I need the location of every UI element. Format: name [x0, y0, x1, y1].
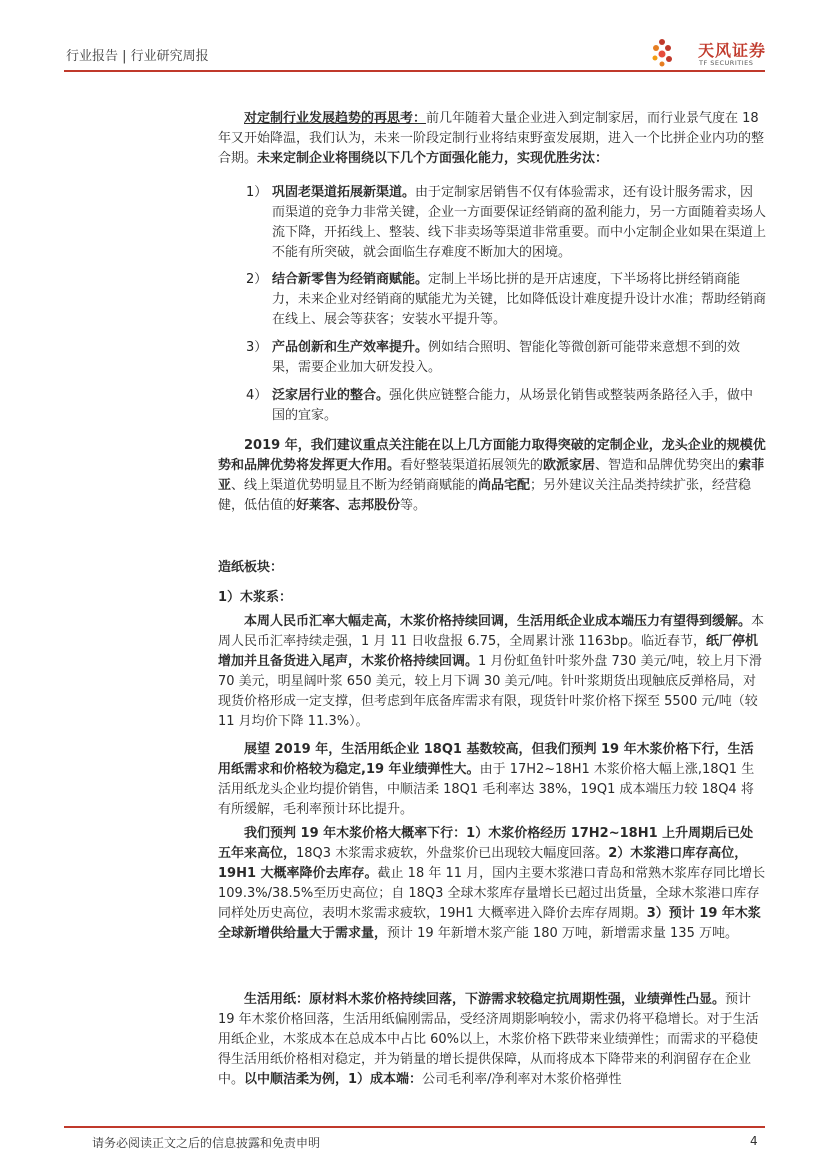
- summary-company: 好莱客、志邦股份: [296, 498, 401, 513]
- intro-bold: 未来定制企业将围绕以下几个方面强化能力，实现优胜劣汰：: [257, 151, 609, 166]
- body-text: 预计 19 年新增木浆产能 180 万吨，新增需求量 135 万吨。: [387, 926, 738, 941]
- list-number: 1）: [246, 185, 268, 200]
- tissue-paragraph: [218, 990, 766, 1090]
- list-item: [246, 270, 766, 330]
- body-text: 预计 19 年木浆价格回落，生活用纸偏刚需品，受经济周期影响较小，需求仍将平稳增长。对于生活用纸企业，木浆成本在总成本中占比 60%以上，木浆价格下跌带来业绩弹性；而需求的平稳使得生活用纸价格相对稳定，并为销量的增长提供保障，从而将成本下降带来的利润留存在企业中。: [218, 992, 759, 1087]
- list-text: 定制上半场比拼的是开店速度，下半场将比拼经销商能力，未来企业对经销商的赋能尤为关键，比如降低设计难度提升设计水准；帮助经销商在线上、展会等获客；安装水平提升等。: [272, 272, 767, 327]
- bold-text: 我们预判 19 年木浆价格大概率下行：1）木浆价格经历 17H2~18H1 上升周期后已处五年来高位，: [218, 826, 754, 861]
- summary-text: ；另外建议关注品类持续扩张，经营稳健，低估值的: [218, 478, 752, 513]
- body-text: 公司毛利率/净利率对木浆价格弹性: [422, 1072, 622, 1087]
- bold-text: 展望 2019 年，生活用纸企业 18Q1 基数较高，但我们预判 19 年木浆价格下行，生活用纸需求和价格较为稳定,19 年业绩弹性大。: [218, 742, 754, 777]
- body-text: 本周人民币汇率持续走强，1 月 11 日收盘报 6.75，全周累计涨 1163bp。临近春节，: [218, 614, 765, 649]
- header-divider: [64, 70, 765, 72]
- page-number: 4: [750, 1134, 758, 1148]
- bold-text: 2）木浆港口库存高位，19H1 大概率降价去库存。: [218, 846, 748, 881]
- summary-text: 看好整装渠道拓展领先的: [400, 458, 544, 473]
- list-item: [246, 183, 766, 263]
- list-bold: 泛家居行业的整合。: [272, 388, 390, 403]
- bold-text: 以中顺洁柔为例，1）成本端：: [244, 1072, 423, 1087]
- list-bold: 结合新零售为经销商赋能。: [272, 272, 429, 287]
- footer-disclaimer: 请务必阅读正文之后的信息披露和免责申明: [92, 1136, 321, 1150]
- summary-company: 索菲亚: [218, 458, 765, 493]
- bold-text: 本周人民币汇率大幅走高，木浆价格持续回调，生活用纸企业成本端压力有望得到缓解。: [244, 614, 752, 629]
- bold-text: 纸厂停机增加并且备货进入尾声，木浆价格持续回调。: [218, 634, 759, 669]
- bold-text: 生活用纸：原材料木浆价格持续回落，下游需求较稳定抗周期性强，业绩弹性凸显。: [244, 992, 726, 1007]
- logo-text: 天风证券: [698, 41, 767, 60]
- body-text: 18Q3 木浆需求疲软，外盘浆价已出现较大幅度回落。: [296, 846, 609, 861]
- list-bold: 产品创新和生产效率提升。: [272, 340, 429, 355]
- list-number: 3）: [246, 340, 268, 355]
- logo-subtext: TF SECURITIES: [699, 59, 754, 67]
- list-item: [246, 386, 766, 426]
- list-text: 强化供应链整合能力，从场景化销售或整装两条路径入手，做中国的宜家。: [272, 388, 754, 423]
- list-text: 由于定制家居销售不仅有体验需求，还有设计服务需求，因而渠道的竞争力非常关键，企业一方面要保证经销商的盈利能力，另一方面随着卖场人流下降，开拓线上、整装、线下非卖场等渠道非常重要。而中小定制企业如果在渠道上不能有所突破，就会面临生存难度不断加大的困境。: [272, 185, 767, 260]
- summary-text: 、智造和品牌优势突出的: [595, 458, 739, 473]
- pulp-paragraph-3: [218, 824, 766, 944]
- summary-bold: 2019 年，我们建议重点关注能在以上几方面能力取得突破的定制企业，龙头企业的规模优势和品牌优势将发挥更大作用。: [218, 438, 766, 473]
- section-heading: 造纸板块：: [218, 560, 284, 575]
- list-item: [246, 338, 766, 378]
- summary-company: 尚品宅配: [478, 478, 531, 493]
- body-text: 截止 18 年 11 月，国内主要木浆港口青岛和常熟木浆库存同比增长 109.3%/38.5%至历史高位；自 18Q3 全球木浆库存量增长已超过出货量，全球木浆港口库存同样处历史高位，表明木浆需求疲软，19H1 大概率进入降价去库存周期。: [218, 866, 766, 921]
- footer-divider: [64, 1126, 765, 1128]
- list-number: 2）: [246, 272, 268, 287]
- pulp-paragraph-2: [218, 740, 766, 820]
- summary-company: 欧派家居: [543, 458, 596, 473]
- body-text: 1 月份虹鱼针叶浆外盘 730 美元/吨，较上月下滑 70 美元，明星阔叶浆 650 美元，较上月下调 30 美元/吨。针叶浆期货出现触底反弹格局，对现货价格形成一定支撑，但考虑到年底备库需求有限，现货针叶浆价格下探至 5500 元/吨（较 11 月均价下降 11.3%）。: [218, 654, 762, 729]
- summary-text: 、线上渠道优势明显且不断为经销商赋能的: [231, 478, 479, 493]
- bold-text: 3）预计 19 年木浆全球新增供给量大于需求量，: [218, 906, 761, 941]
- body-text: 由于 17H2~18H1 木浆价格大幅上涨,18Q1 生活用纸龙头企业均提价销售，中顺洁柔 18Q1 毛利率达 38%，19Q1 成本端压力较 18Q4 将有所缓解，毛利率预计环比提升。: [218, 762, 755, 817]
- list-bold: 巩固老渠道拓展新渠道。: [272, 185, 416, 200]
- intro-text: 前几年随着大量企业进入到定制家居，而行业景气度在 18 年又开始降温，我们认为，未来一阶段定制行业将结束野蛮发展期，进入一个比拼企业内功的整合期。: [218, 111, 765, 166]
- list-number: 4）: [246, 388, 268, 403]
- intro-lead: 对定制行业发展趋势的再思考：: [244, 111, 427, 126]
- intro-paragraph: [218, 109, 766, 169]
- header-title: 行业报告 | 行业研究周报: [66, 49, 209, 64]
- summary-text: 等。: [400, 498, 427, 513]
- summary-paragraph: [218, 436, 766, 516]
- subsection-heading: 1）木浆系：: [218, 590, 293, 605]
- pulp-paragraph-1: [218, 612, 766, 732]
- list-text: 例如结合照明、智能化等微创新可能带来意想不到的效果，需要企业加大研发投入。: [272, 340, 741, 375]
